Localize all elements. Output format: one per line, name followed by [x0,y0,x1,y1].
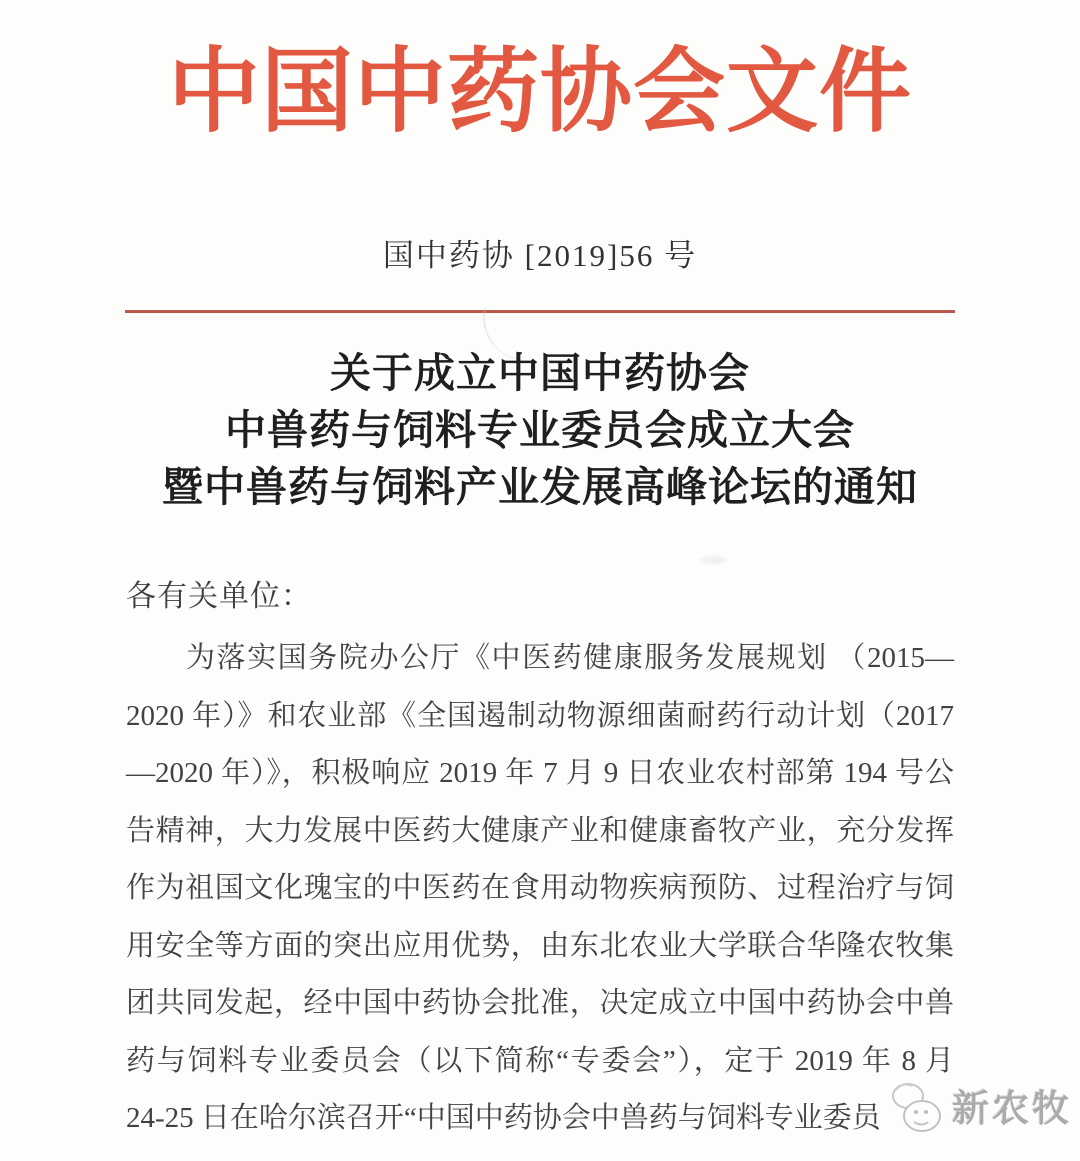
body-line: 告精神，大力发展中医药大健康产业和健康畜牧产业，充分发挥 [126,814,954,847]
xinnongmu-watermark-label: 新农牧 [952,1088,1072,1129]
xinnongmu-mascot-icon [884,1080,952,1138]
body-line: 团共同发起，经中国中药协会批准，决定成立中国中药协会中兽 [126,987,954,1019]
red-divider-rule [125,310,955,313]
salutation: 各有关单位： [126,580,312,613]
body-paragraph [126,630,954,1148]
xinnongmu-watermark [884,1080,1072,1138]
notice-title [0,345,1080,516]
body-line: 用安全等方面的突出应用优势，由东北农业大学联合华隆农牧集 [126,929,954,962]
notice-title-line-1: 关于成立中国中药协会 [330,350,750,396]
document-number: 国中药协 [2019]56 号 [382,238,698,273]
body-line: 2020 年）》和农业部《全国遏制动物源细菌耐药行动计划（2017 [126,699,954,732]
letterhead-banner-title: 中国中药协会文件 [167,41,912,143]
notice-title-line-2: 中兽药与饲料专业委员会成立大会 [225,407,855,453]
scan-smudge-dot [700,556,726,564]
body-line: 24-25 日在哈尔滨召开“中国中药协会中兽药与饲料专业委员 [126,1102,881,1134]
body-line: 作为祖国文化瑰宝的中医药在食用动物疾病预防、过程治疗与饲 [126,872,954,904]
body-line: 药与饲料专业委员会（以下简称“专委会”），定于 2019 年 8 月 [126,1044,954,1077]
notice-title-line-3: 暨中兽药与饲料产业发展高峰论坛的通知 [162,464,918,510]
body-line: —2020 年）》，积极响应 2019 年 7 月 9 日农业农村部第 194 号公 [126,757,954,789]
body-line: 为落实国务院办公厅《中医药健康服务发展规划 （2015— [186,642,954,674]
